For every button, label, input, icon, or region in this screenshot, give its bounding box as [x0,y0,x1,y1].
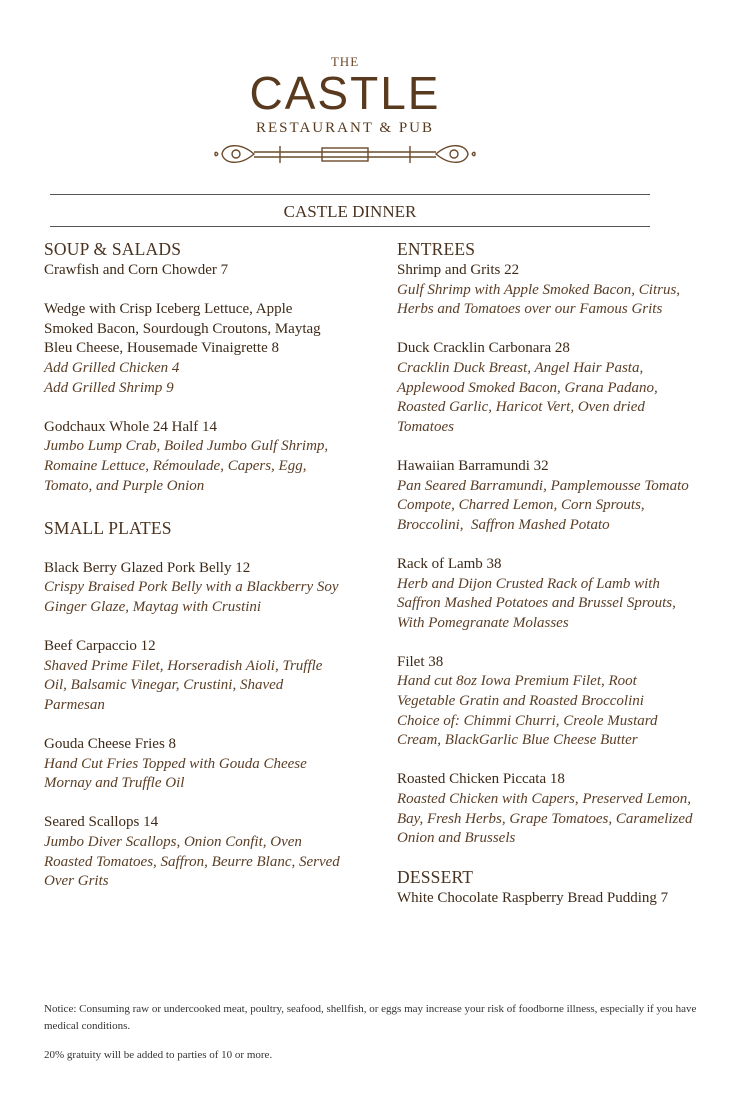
menu-item-wedge [44,300,374,398]
ornament-icon [210,138,480,172]
top-rule [50,194,650,195]
gratuity-notice: 20% gratuity will be added to parties of 10 or more. [44,1049,273,1061]
menu-item-barramundi [397,457,717,535]
item-name: Duck Cracklin Carbonara 28 [397,340,570,357]
menu-item-rack-of-lamb [397,555,717,633]
item-desc-line: Over Grits [44,873,109,890]
item-desc-line: Bay, Fresh Herbs, Grape Tomatoes, Caramelized [397,810,693,827]
item-desc-line: With Pomegranate Molasses [397,614,569,631]
section-heading-entrees: ENTREES [397,239,476,259]
right-column [397,237,717,928]
logo-subtitle: RESTAURANT & PUB [255,120,435,136]
section-heading-small-plates: SMALL PLATES [44,517,172,538]
menu-item-shrimp-grits [397,261,717,320]
item-name: Shrimp and Grits 22 [397,262,520,278]
castle-logo [210,50,480,175]
menu-item-chowder [44,261,374,281]
item-desc-line: Romaine Lettuce, Rémoulade, Capers, Egg, [44,457,307,474]
item-desc-line: Roasted Tomatoes, Saffron, Beurre Blanc, Served [44,853,340,870]
item-desc-line: Crispy Braised Pork Belly with a Blackberry Soy [44,579,339,596]
section-heading-soup-salads: SOUP & SALADS [44,239,182,259]
item-name: Godchaux Whole 24 Half 14 [44,418,218,435]
item-desc-line: Hand Cut Fries Topped with Gouda Cheese [44,755,307,772]
item-desc-line: Cream, BlackGarlic Blue Cheese Butter [397,732,638,749]
item-desc-line: Mornay and Truffle Oil [44,775,185,792]
item-desc-line: Ginger Glaze, Maytag with Crustini [44,598,262,615]
item-desc-line: Onion and Brussels [397,830,516,847]
item-desc-line: Roasted Chicken with Capers, Preserved Lemon, [397,791,691,808]
menu-item-carpaccio [44,637,374,715]
item-desc-line: Jumbo Lump Crab, Boiled Jumbo Gulf Shrimp, [44,438,329,455]
item-name: Black Berry Glazed Pork Belly 12 [44,559,251,576]
item-addon: Add Grilled Shrimp 9 [44,379,174,396]
item-desc-line: Tomatoes [397,418,454,435]
food-safety-notice: Notice: Consuming raw or undercooked meat, poultry, seafood, shellfish, or eggs may increase your risk of foodborne illness, especially if you have medical conditions. [44,1003,697,1032]
item-desc-line: Herb and Dijon Crusted Rack of Lamb with [397,575,660,592]
item-desc-line: Choice of: Chimmi Churri, Creole Mustard [397,712,658,729]
item-desc-line: Parmesan [44,696,105,713]
item-desc-line: Compote, Charred Lemon, Corn Sprouts, [397,497,645,514]
item-name-line: Bleu Cheese, Housemade Vinaigrette 8 [44,340,280,357]
logo-the: THE [330,54,360,69]
item-desc-line: Jumbo Diver Scallops, Onion Confit, Oven [44,834,302,851]
menu-item-duck-carbonara [397,339,717,437]
item-name: Hawaiian Barramundi 32 [397,457,549,474]
item-name: Gouda Cheese Fries 8 [44,736,177,753]
item-desc-line: Cracklin Duck Breast, Angel Hair Pasta, [397,359,644,376]
logo-name: CASTLE [249,67,441,119]
item-desc-line: Vegetable Gratin and Roasted Broccolini [397,693,644,710]
item-name: Rack of Lamb 38 [397,555,502,572]
item-desc-line: Gulf Shrimp with Apple Smoked Bacon, Citrus, [397,281,681,298]
item-desc-line: Tomato, and Purple Onion [44,477,205,494]
item-name-line: Smoked Bacon, Sourdough Croutons, Maytag [44,320,321,337]
item-desc-line: Roasted Garlic, Haricot Vert, Oven dried [397,399,645,416]
menu-item-gouda-fries [44,735,374,794]
item-name: White Chocolate Raspberry Bread Pudding 7 [397,889,669,906]
item-desc-line: Herbs and Tomatoes over our Famous Grits [397,301,663,318]
item-desc-line: Broccolini, Saffron Mashed Potato [397,516,610,533]
title-rule [50,226,650,227]
left-column [44,237,374,911]
menu-item-scallops [44,813,374,891]
menu-item-godchaux [44,418,374,496]
item-name: Filet 38 [397,653,444,670]
item-desc-line: Shaved Prime Filet, Horseradish Aioli, Truffle [44,657,323,674]
item-name: Crawfish and Corn Chowder 7 [44,262,229,278]
menu-item-bread-pudding [397,889,717,909]
item-name: Roasted Chicken Piccata 18 [397,771,565,788]
item-name-line: Wedge with Crisp Iceberg Lettuce, Apple [44,301,293,318]
menu-item-pork-belly [44,559,374,618]
menu-item-chicken-piccata [397,770,717,848]
page-title: CASTLE DINNER [283,202,417,221]
section-heading-dessert: DESSERT [397,866,474,887]
item-desc-line: Applewood Smoked Bacon, Grana Padano, [397,379,658,396]
item-desc-line: Saffron Mashed Potatoes and Brussel Sprouts, [397,595,676,612]
item-desc-line: Hand cut 8oz Iowa Premium Filet, Root [397,673,637,690]
item-desc-line: Oil, Balsamic Vinegar, Crustini, Shaved [44,677,284,694]
item-desc-line: Pan Seared Barramundi, Pamplemousse Tomato [397,477,689,494]
menu-item-filet [397,653,717,751]
item-name: Seared Scallops 14 [44,814,159,831]
item-name: Beef Carpaccio 12 [44,638,156,655]
item-addon: Add Grilled Chicken 4 [44,359,180,376]
